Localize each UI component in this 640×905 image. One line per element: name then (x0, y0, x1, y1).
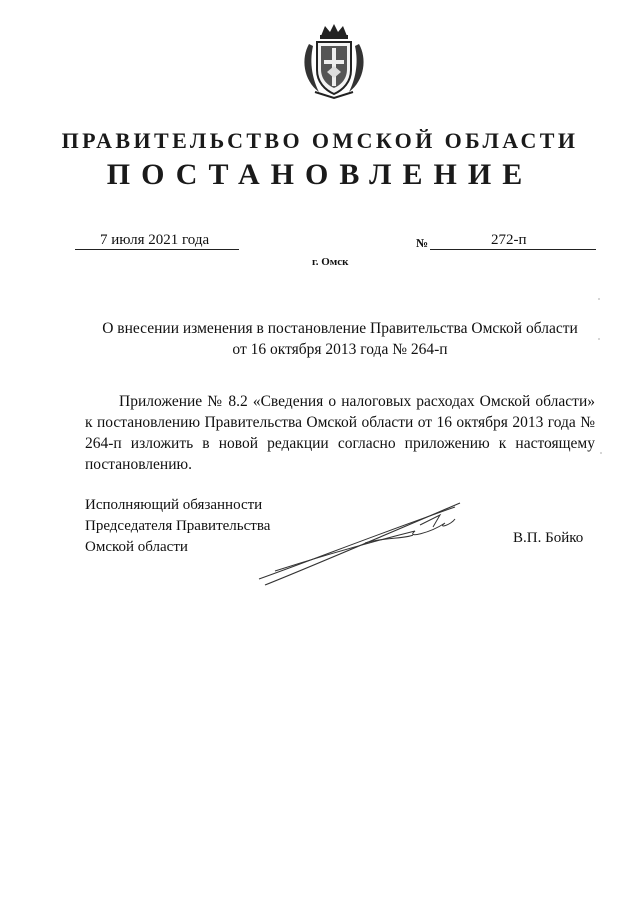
coat-of-arms-icon (299, 22, 369, 100)
signatory-position (85, 495, 270, 558)
position-line-1: Исполняющий обязанности (85, 497, 263, 513)
scan-artifact (600, 452, 602, 454)
city-label: г. Омск (312, 256, 349, 268)
document-number: 272-п (491, 232, 527, 248)
scan-artifact (598, 338, 600, 340)
number-sign: № (416, 236, 429, 250)
signatory-name: В.П. Бойко (513, 530, 584, 546)
subject-line-2: от 16 октября 2013 года № 264-п (232, 341, 448, 358)
document-body: Приложение № 8.2 «Сведения о налоговых расходах Омской области» к постановлению Правительства Омской области от 16 октября 2013 года № 264-п изложить в новой редакции согласно приложению к настоящему постановлению. (85, 393, 595, 473)
position-line-2: Председателя Правительства (85, 518, 271, 534)
handwritten-signature-icon (255, 495, 465, 590)
document-date: 7 июля 2021 года (100, 232, 210, 248)
document-type-title: ПОСТАНОВЛЕНИЕ (106, 158, 534, 191)
scan-artifact (598, 298, 600, 300)
government-title: ПРАВИТЕЛЬСТВО ОМСКОЙ ОБЛАСТИ (61, 128, 579, 153)
subject-line-1: О внесении изменения в постановление Правительства Омской области (102, 320, 578, 337)
document-subject (60, 318, 620, 360)
position-line-3: Омской области (85, 539, 188, 555)
